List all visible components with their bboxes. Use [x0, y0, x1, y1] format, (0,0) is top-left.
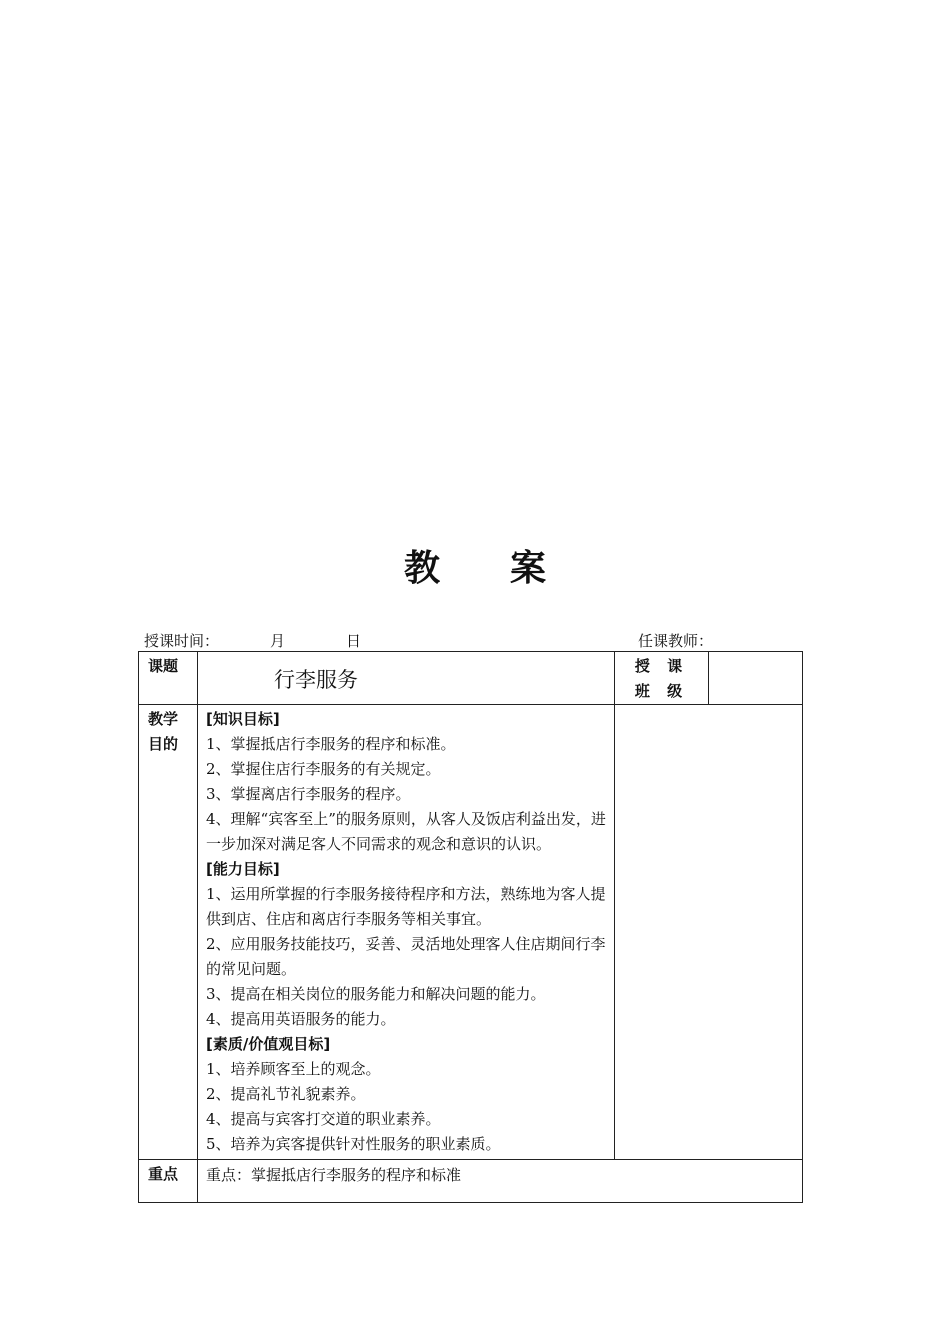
keypoint-label-cell: [139, 1160, 198, 1203]
quality-item: 2、提高礼节礼貌素养。: [206, 1085, 366, 1103]
class-label-line-1: 授 课: [634, 657, 689, 675]
class-label-line-2: 班 级: [634, 682, 689, 700]
knowledge-item: 3、掌握离店行李服务的程序。: [206, 785, 411, 803]
keypoint-row: [139, 1160, 803, 1203]
objectives-row: [139, 705, 803, 1160]
lesson-time-label: 授课时间：: [144, 632, 220, 650]
ability-item: 2、应用服务技能技巧，妥善、灵活地处理客人住店期间行李的常见问题。: [206, 935, 606, 978]
class-value-cell: [709, 652, 803, 705]
ability-item: 3、提高在相关岗位的服务能力和解决问题的能力。: [206, 985, 546, 1003]
objectives-empty-cell: [615, 705, 803, 1160]
keypoint-value: 重点：掌握抵店行李服务的程序和标准: [206, 1166, 462, 1184]
quality-item: 5、培养为宾客提供针对性服务的职业素质。: [206, 1135, 501, 1153]
ability-objectives-heading: [能力目标]: [206, 860, 280, 878]
objectives-label-line-2: 目的: [148, 735, 179, 753]
month-label: 月: [270, 632, 286, 650]
lesson-meta-line: [144, 630, 804, 650]
quality-objectives-heading: [素质/价值观目标]: [206, 1035, 331, 1053]
teacher-label: 任课教师：: [638, 632, 714, 650]
knowledge-item: 1、掌握抵店行李服务的程序和标准。: [206, 735, 456, 753]
objectives-label-line-1: 教学: [148, 710, 179, 728]
keypoint-label: 重点: [148, 1165, 179, 1183]
title-char-1: 教: [403, 547, 440, 589]
quality-item: 4、提高与宾客打交道的职业素养。: [206, 1110, 441, 1128]
topic-value: 行李服务: [274, 668, 358, 692]
objectives-content-cell: [198, 705, 615, 1160]
topic-label-cell: [139, 652, 198, 705]
document-title: [0, 540, 950, 591]
title-char-2: 案: [510, 547, 547, 589]
lesson-plan-table: [138, 651, 803, 1203]
day-label: 日: [346, 632, 362, 650]
quality-item: 1、培养顾客至上的观念。: [206, 1060, 381, 1078]
ability-item: 1、运用所掌握的行李服务接待程序和方法，熟练地为客人提供到店、住店和离店行李服务等相关事宜。: [206, 885, 606, 928]
topic-row: [139, 652, 803, 705]
objectives-label-cell: [139, 705, 198, 1160]
knowledge-objectives-heading: [知识目标]: [206, 710, 280, 728]
knowledge-item: 2、掌握住店行李服务的有关规定。: [206, 760, 441, 778]
topic-value-cell: [198, 652, 615, 705]
knowledge-item: 4、理解“宾客至上”的服务原则，从客人及饭店利益出发，进一步加深对满足客人不同需求的观念和意识的认识。: [206, 810, 606, 853]
topic-label: 课题: [148, 657, 179, 675]
ability-item: 4、提高用英语服务的能力。: [206, 1010, 396, 1028]
keypoint-value-cell: [198, 1160, 803, 1203]
class-label-cell: [615, 652, 709, 705]
